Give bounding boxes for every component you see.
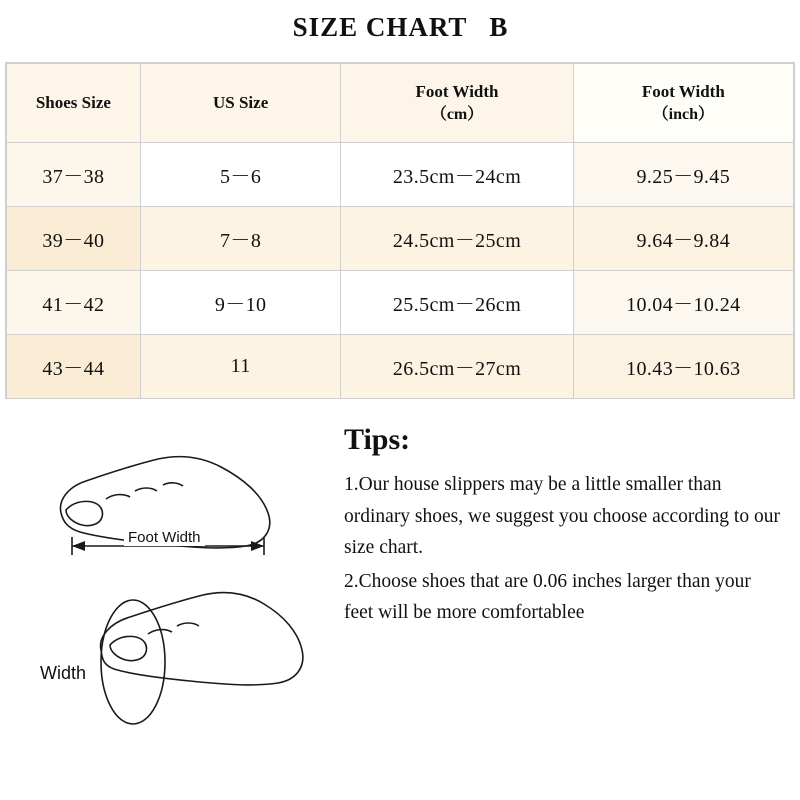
cell-us-size: 11 (140, 335, 341, 399)
foot-diagrams (6, 417, 328, 747)
size-table-body (7, 143, 794, 399)
width-caption: Width (40, 663, 87, 683)
size-table-head (7, 64, 794, 143)
tips-title: Tips: (344, 423, 411, 456)
cell-foot-width-cm: 23.5cm－24cm (341, 143, 573, 207)
lower-section (0, 417, 800, 747)
column-header-foot-width-cm-line2: （cm） (430, 105, 484, 123)
page-title-suffix: B (489, 12, 508, 42)
size-table-container (5, 62, 795, 399)
table-row (7, 335, 794, 399)
column-header-foot-width-inch (573, 64, 793, 143)
column-header-shoes-size-line1: Shoes Size (35, 92, 111, 112)
cell-foot-width-inch: 10.43－10.63 (573, 335, 793, 399)
width-ellipse (101, 600, 165, 724)
table-header-row (7, 64, 794, 143)
page-title (0, 0, 800, 53)
cell-shoes-size: 39－40 (7, 207, 141, 271)
foot-width-caption: Foot Width (124, 529, 205, 546)
cell-foot-width-cm: 26.5cm－27cm (341, 335, 573, 399)
cell-foot-width-inch: 9.25－9.45 (573, 143, 793, 207)
foot-diagram-column (6, 417, 328, 747)
cell-shoes-size: 37－38 (7, 143, 141, 207)
foot-bottom-shape (101, 593, 303, 685)
column-header-shoes-size (7, 64, 141, 143)
tips-column (328, 417, 800, 747)
cell-shoes-size: 41－42 (7, 271, 141, 335)
page-title-text: SIZE CHART (292, 12, 468, 42)
column-header-us-size (140, 64, 341, 143)
tips-item-2: 2.Choose shoes that are 0.06 inches larger than your feet will be more comfortablee (344, 570, 751, 624)
table-row (7, 143, 794, 207)
column-header-foot-width-cm (341, 64, 573, 143)
column-header-foot-width-inch-line1: Foot Width (641, 81, 725, 101)
column-header-foot-width-cm-line1: Foot Width (415, 81, 499, 101)
cell-foot-width-cm: 25.5cm－26cm (341, 271, 573, 335)
cell-foot-width-cm: 24.5cm－25cm (341, 207, 573, 271)
cell-foot-width-inch: 9.64－9.84 (573, 207, 793, 271)
cell-us-size: 9－10 (140, 271, 341, 335)
column-header-foot-width-inch-line2: （inch） (652, 105, 714, 123)
tips-item-1: 1.Our house slippers may be a little smaller than ordinary shoes, we suggest you choose according to our size chart. (344, 474, 780, 559)
cell-us-size: 7－8 (140, 207, 341, 271)
column-header-us-size-line1: US Size (212, 92, 269, 112)
foot-illustration-svg (6, 417, 328, 747)
table-row (7, 271, 794, 335)
cell-foot-width-inch: 10.04－10.24 (573, 271, 793, 335)
cell-us-size: 5－6 (140, 143, 341, 207)
cell-shoes-size: 43－44 (7, 335, 141, 399)
table-row (7, 207, 794, 271)
size-table (6, 63, 794, 399)
